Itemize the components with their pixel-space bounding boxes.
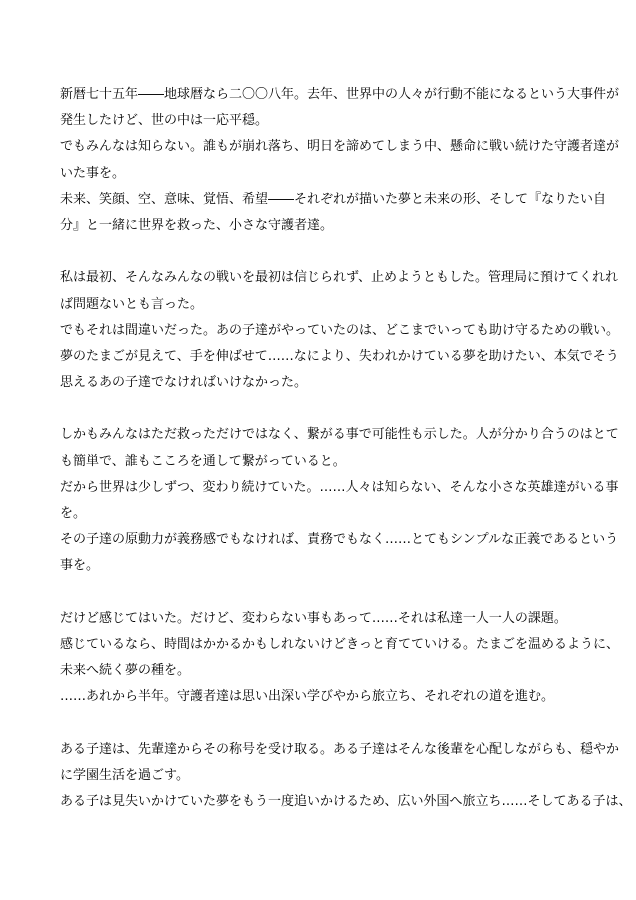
paragraph-break [60, 711, 580, 737]
text-line: いた事を。 [60, 165, 126, 181]
text-line: 未来へ続く夢の種を。 [60, 663, 191, 679]
text-line: 思えるあの子達でなければいけなかった。 [60, 375, 308, 391]
text-line: も簡単で、誰もこころを通して繋がっていると。 [60, 453, 346, 469]
text-line: に学園生活を過ごす。 [60, 767, 189, 783]
text-line: ……あれから半年。守護者達は思い出深い学びやから旅立ち、それぞれの道を進む。 [60, 689, 555, 705]
text-line: しかもみんなはただ救っただけではなく、繋がる事で可能性も示した。人が分かり合うのはとて [60, 427, 619, 443]
text-line: でもみんなは知らない。誰もが崩れ落ち、明日を諦めてしまう中、懸命に戦い続けた守護者達が [60, 139, 620, 155]
body-text [60, 82, 632, 815]
paragraph-break [60, 580, 580, 606]
text-line: でもそれは間違いだった。あの子達がやっていたのは、どこまでいっても助け守るための戦い。 [60, 322, 620, 338]
text-line: 新暦七十五年――地球暦なら二〇〇八年。去年、世界中の人々が行動不能になるという大事件が [60, 87, 620, 102]
text-line: 夢のたまごが見えて、手を伸ばせて……なにより、失われかけている夢を助けたい、本気でそう [60, 348, 619, 364]
text-line: 事を。 [60, 558, 100, 574]
text-line: を。 [60, 506, 87, 521]
text-line: だけど感じてはいた。だけど、変わらない事もあって……それは私達一人一人の課題。 [60, 610, 567, 626]
paragraph-break [60, 396, 580, 422]
text-line: 感じているなら、時間はかかるかもしれないけどきっと育てていける。たまごを温めるように、 [60, 636, 620, 652]
text-line: ば問題ないとも言った。 [60, 296, 204, 312]
text-line: 私は最初、そんなみんなの戦いを最初は信じられず、止めようともした。管理局に預けてくれれ [60, 270, 618, 286]
text-line: 分』と一緒に世界を救った、小さな守護者達。 [60, 217, 334, 233]
text-line: 発生したけど、世の中は一応平穏。 [60, 113, 269, 129]
text-line: ある子は見失いかけていた夢をもう一度追いかけるため、広い外国へ旅立ち……そしてある子は、 [60, 794, 632, 810]
text-line: だから世界は少しずつ、変わり続けていた。……人々は知らない、そんな小さな英雄達がいる事 [60, 479, 619, 495]
text-line: 未来、笑顔、空、意味、覚悟、希望――それぞれが描いた夢と未来の形、そして『なりたい自 [60, 191, 607, 207]
text-line: その子達の原動力が義務感でもなければ、責務でもなく……とてもシンプルな正義であるという [60, 532, 619, 548]
text-line: ある子達は、先輩達からその称号を受け取る。ある子達はそんな後輩を心配しながらも、穏やか [60, 741, 620, 757]
paragraph-break [60, 239, 580, 265]
